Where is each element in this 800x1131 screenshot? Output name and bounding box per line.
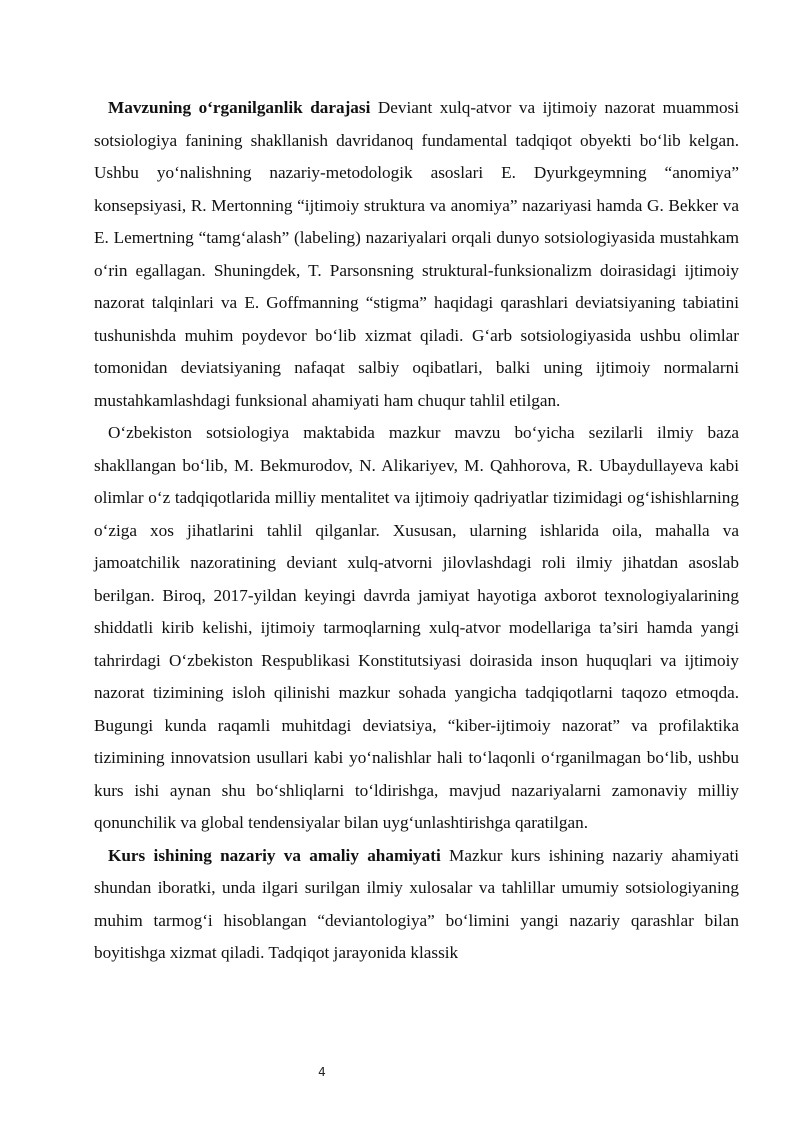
paragraph-research-level bbox=[94, 92, 739, 417]
paragraph-text: Mazkur kurs ishining nazariy ahamiyati shundan iboratki, unda ilgari surilgan ilmiy xulosalar va tahlillar umumiy sotsiologiyaning muhim tarmog‘i hisoblangan “deviantologiya” bo‘limini yangi nazariy qarashlar bilan boyitishga xizmat qiladi. Tadqiqot jarayonida klassik bbox=[94, 845, 740, 962]
paragraph-significance bbox=[94, 840, 739, 970]
paragraph-uzbek-school bbox=[94, 417, 739, 840]
document-body bbox=[94, 92, 739, 970]
paragraph-heading: Mavzuning o‘rganilganlik darajasi bbox=[108, 98, 371, 117]
page-number: 4 bbox=[318, 1065, 326, 1079]
paragraph-text: Deviant xulq-atvor va ijtimoiy nazorat muammosi sotsiologiya fanining shakllanish davridanoq fundamental tadqiqot obyekti bo‘lib kelgan. Ushbu yo‘nalishning nazariy-metodologik asoslari E. Dyurkgeymning “anomiya” konsepsiyasi, R. Mertonning “ijtimoiy struktura va anomiya” nazariyasi hamda G. Bekker va E. Lemertning “tamg‘alash” (labeling) nazariyalari orqali dunyo sotsiologiyasida mustahkam o‘rin egallagan. Shuningdek, T. Parsonsning struktural-funksionalizm doirasidagi ijtimoiy nazorat talqinlari va E. Goffmanning “stigma” haqidagi qarashlari deviatsiyaning tabiatini tushunishda muhim poydevor bo‘lib xizmat qiladi. G‘arb sotsiologiyasida ushbu olimlar tomonidan deviatsiyaning nafaqat salbiy oqibatlari, balki uning ijtimoiy normalarni mustahkamlashdagi funksional ahamiyati ham chuqur tahlil etilgan. bbox=[94, 98, 739, 410]
paragraph-heading: Kurs ishining nazariy va amaliy ahamiyati bbox=[108, 845, 441, 865]
paragraph-text: O‘zbekiston sotsiologiya maktabida mazkur mavzu bo‘yicha sezilarli ilmiy baza shakllangan bo‘lib, M. Bekmurodov, N. Alikariyev, M. Qahhorova, R. Ubaydullayeva kabi olimlar o‘z tadqiqotlarida milliy mentalitet va ijtimoiy qadriyatlar tizimidagi og‘ishishlarning o‘ziga xos jihatlarini tahlil qilganlar. Xususan, ularning ishlarida oila, mahalla va jamoatchilik nazoratining deviant xulq-atvorni jilovlashdagi roli ilmiy jihatdan asoslab berilgan. Biroq, 2017-yildan keyingi davrda jamiyat hayotiga axborot texnologiyalarining shiddatli kirib kelishi, ijtimoiy tarmoqlarning xulq-atvor modellariga ta’siri hamda yangi tahrirdagi O‘zbekiston Respublikasi Konstitutsiyasi doirasida inson huquqlari va ijtimoiy nazorat tizimining isloh qilinishi mazkur sohada yangicha tadqiqotlarni taqozo etmoqda. Bugungi kunda raqamli muhitdagi deviatsiya, “kiber-ijtimoiy nazorat” va profilaktika tizimining innovatsion usullari kabi yo‘nalishlar hali to‘laqonli o‘rganilmagan bo‘lib, ushbu kurs ishi aynan shu bo‘shliqlarni to‘ldirishga, mavjud nazariyalarni zamonaviy milliy qonunchilik va global tendensiyalar bilan uyg‘unlashtirishga qaratilgan. bbox=[94, 423, 739, 832]
